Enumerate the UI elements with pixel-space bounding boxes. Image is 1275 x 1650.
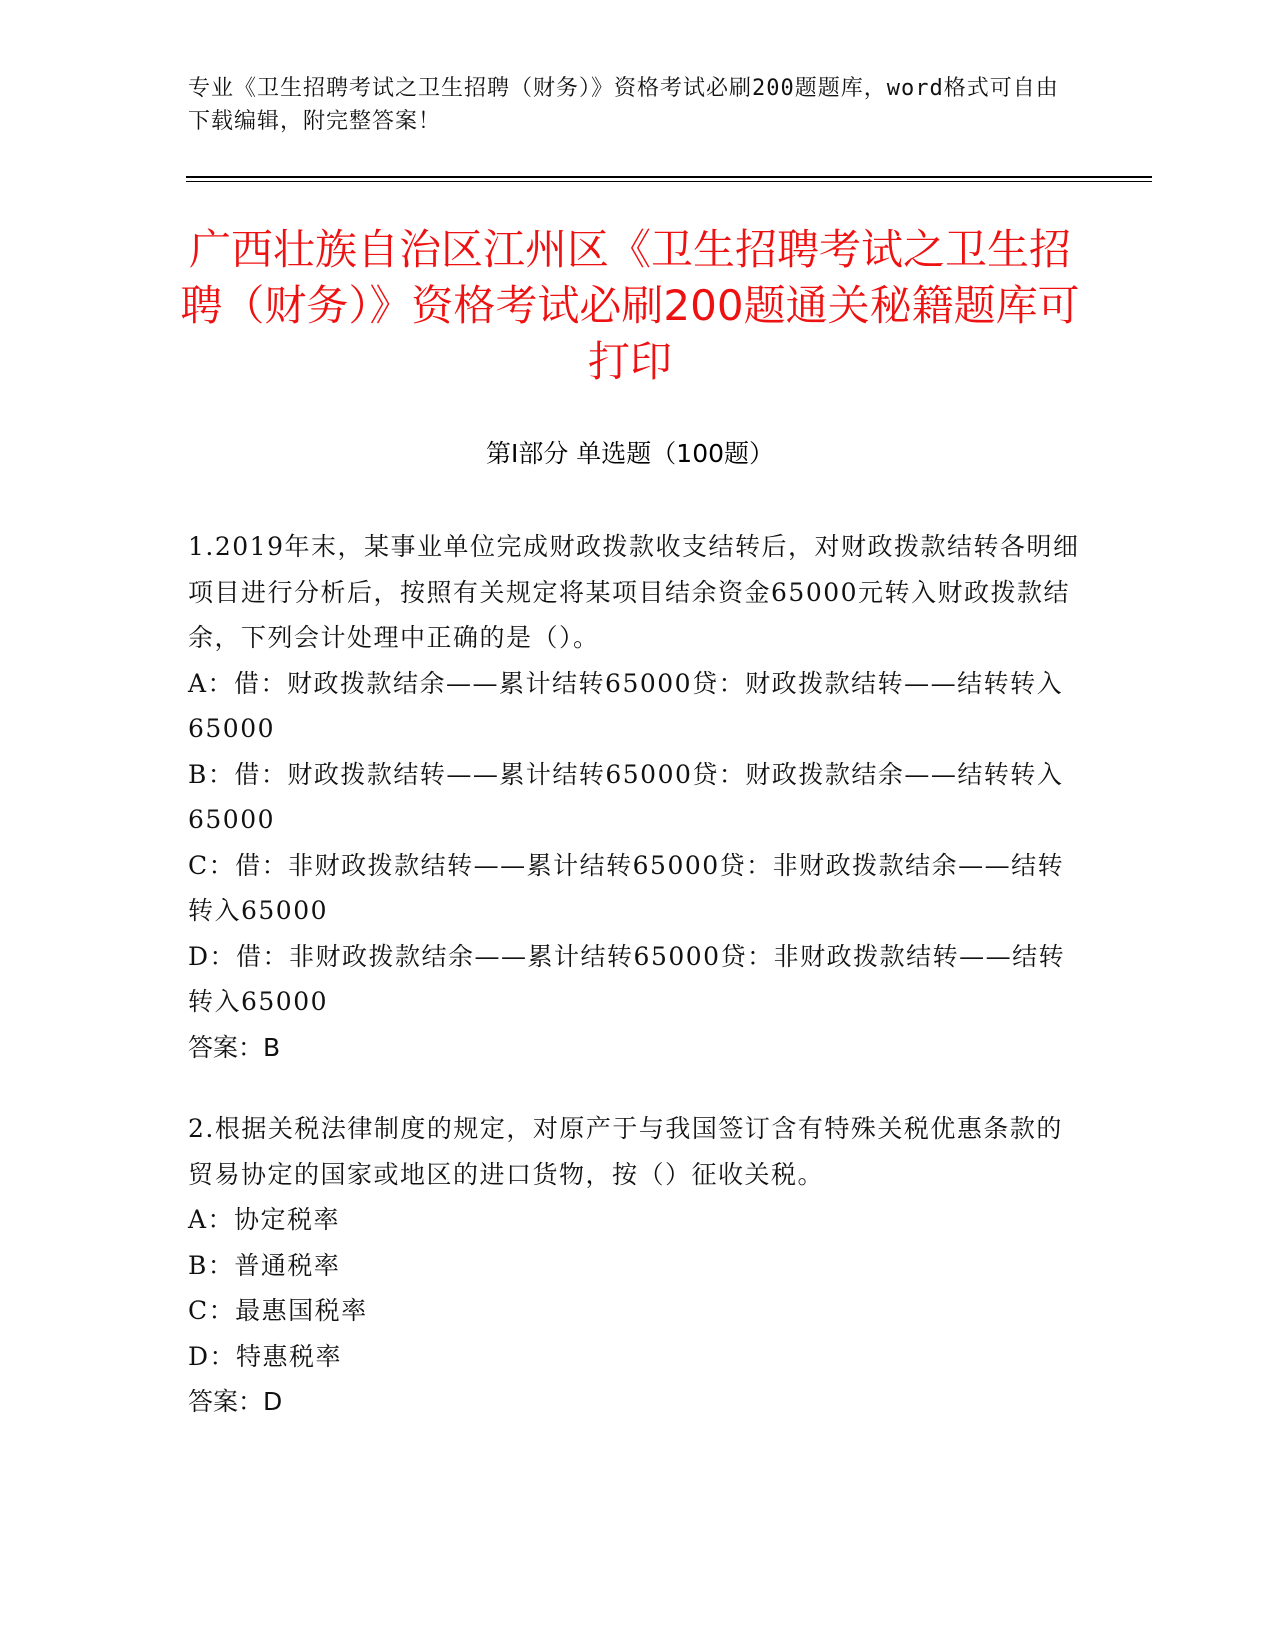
option-d: D：借：非财政拨款结余——累计结转65000贷：非财政拨款结转——结转转入65000 <box>188 941 1066 1016</box>
header-divider-thin <box>186 181 1152 182</box>
question-stem: 2.根据关税法律制度的规定，对原产于与我国签订含有特殊关税优惠条款的贸易协定的国家或地区的进口货物，按（）征收关税。 <box>188 1114 1063 1189</box>
option-d: D：特惠税率 <box>188 1341 343 1371</box>
document-title: 广西壮族自治区江州区《卫生招聘考试之卫生招聘（财务）》资格考试必刷200题通关秘籍题库可打印 <box>180 225 1080 386</box>
option-c: C：借：非财政拨款结转——累计结转65000贷：非财政拨款结余——结转转入65000 <box>188 850 1065 925</box>
option-b: B：借：财政拨款结转——累计结转65000贷：财政拨款结余——结转转入65000 <box>188 759 1064 834</box>
question-1 <box>188 524 1080 1070</box>
option-a: A：协定税率 <box>188 1205 341 1234</box>
question-2 <box>188 1106 1080 1425</box>
header-note: 专业《卫生招聘考试之卫生招聘（财务）》资格考试必刷200题题库，word格式可自由下载编辑，附完整答案！ <box>188 76 1059 134</box>
option-a: A：借：财政拨款结余——累计结转65000贷：财政拨款结转——结转转入65000 <box>188 668 1064 743</box>
answer: 答案：D <box>188 1387 283 1416</box>
header-divider-thick <box>186 176 1152 178</box>
section-title: 第I部分 单选题（100题） <box>485 439 775 468</box>
option-c: C：最惠国税率 <box>188 1296 368 1325</box>
question-stem: 1.2019年末，某事业单位完成财政拨款收支结转后，对财政拨款结转各明细项目进行分析后，按照有关规定将某项目结余资金65000元转入财政拨款结余，下列会计处理中正确的是（）。 <box>188 532 1080 652</box>
option-b: B：普通税率 <box>188 1250 341 1280</box>
answer: 答案：B <box>188 1032 281 1062</box>
